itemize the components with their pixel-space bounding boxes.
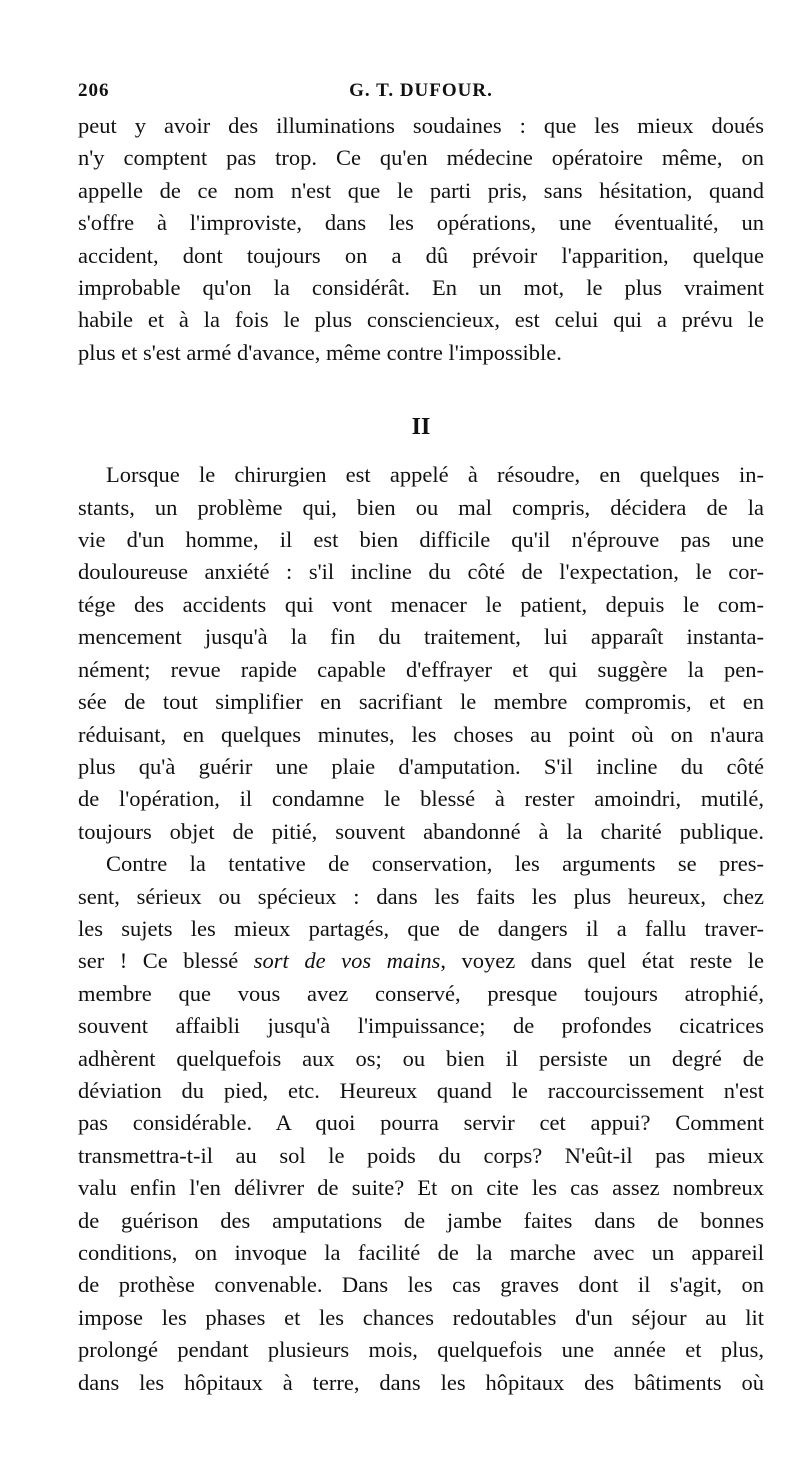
text-line: valu enfin l'en délivrer de suite? Et on cite les cas assez nombreux: [78, 1175, 764, 1201]
text-line: s'offre à l'improviste, dans les opérations, une éventualité, un: [78, 210, 764, 236]
text-line: nément; revue rapide capable d'effrayer et qui suggère la pen-: [78, 656, 764, 682]
text-segment: , voyez dans quel état reste le: [440, 948, 764, 974]
text-line: sent, sérieux ou spécieux : dans les faits les plus heureux, chez: [78, 883, 764, 909]
text-line: douloureuse anxiété : s'il incline du côté de l'expectation, le cor-: [78, 559, 764, 585]
text-line: déviation du pied, etc. Heureux quand le raccourcissement n'est: [78, 1077, 764, 1103]
text-line: vie d'un homme, il est bien difficile qu'il n'éprouve pas une: [78, 527, 764, 553]
text-line: dans les hôpitaux à terre, dans les hôpitaux des bâtiments où: [78, 1369, 764, 1395]
text-line: n'y comptent pas trop. Ce qu'en médecine opératoire même, on: [78, 145, 764, 171]
running-head: [78, 80, 764, 110]
body-text: [78, 110, 764, 1399]
italic-phrase: sort de vos mains: [253, 948, 441, 974]
paragraph-1: [78, 110, 764, 369]
text-line: tége des accidents qui vont menacer le patient, depuis le com-: [78, 591, 764, 617]
text-line: de l'opération, il condamne le blessé à rester amoindri, mutilé,: [78, 786, 764, 812]
text-line: habile et à la fois le plus consciencieux, est celui qui a prévu le: [78, 307, 764, 333]
text-line: improbable qu'on la considérât. En un mot, le plus vraiment: [78, 275, 764, 301]
text-line: conditions, on invoque la facilité de la marche avec un appareil: [78, 1240, 764, 1265]
book-page: [78, 80, 764, 1399]
text-line: transmettra-t-il au sol le poids du corps? N'eût-il pas mieux: [78, 1142, 764, 1168]
running-head-author: G. T. DUFOUR.: [349, 80, 493, 101]
text-line: mencement jusqu'à la fin du traitement, lui apparaît instanta-: [78, 624, 764, 650]
text-line: prolongé pendant plusieurs mois, quelquefois une année et plus,: [78, 1337, 764, 1363]
text-line: stants, un problème qui, bien ou mal compris, décidera de la: [78, 494, 764, 520]
text-line: impose les phases et les chances redoutables d'un séjour au lit: [78, 1304, 764, 1330]
text-line-with-italic: [78, 945, 764, 977]
paragraph-2: [78, 459, 764, 1399]
text-line: réduisant, en quelques minutes, les choses au point où on n'aura: [78, 721, 764, 747]
text-segment: ser ! Ce blessé: [78, 948, 254, 974]
text-line: de guérison des amputations de jambe faites dans de bonnes: [78, 1207, 764, 1233]
text-line: plus qu'à guérir une plaie d'amputation. S'il incline du côté: [78, 753, 764, 779]
text-line: les sujets les mieux partagés, que de dangers il a fallu traver-: [78, 915, 764, 941]
text-line: Contre la tentative de conservation, les arguments se pres-: [106, 851, 764, 877]
text-line: toujours objet de pitié, souvent abandonné à la charité publique.: [78, 818, 764, 844]
text-line: pas considérable. A quoi pourra servir cet appui? Comment: [78, 1110, 764, 1136]
text-line: plus et s'est armé d'avance, même contre l'impossible.: [78, 339, 562, 365]
text-line: souvent affaibli jusqu'à l'impuissance; de profondes cicatrices: [78, 1013, 764, 1039]
text-line: de prothèse convenable. Dans les cas graves dont il s'agit, on: [78, 1272, 764, 1298]
section-heading: II: [411, 414, 431, 441]
text-line: sée de tout simplifier en sacrifiant le membre compromis, et en: [78, 689, 764, 715]
text-line: adhèrent quelquefois aux os; ou bien il persiste un degré de: [78, 1045, 764, 1071]
text-line: peut y avoir des illuminations soudaines : que les mieux doués: [78, 113, 764, 138]
text-line: appelle de ce nom n'est que le parti pris, sans hésitation, quand: [78, 177, 764, 203]
page-number: 206: [78, 80, 110, 101]
text-line: Lorsque le chirurgien est appelé à résoudre, en quelques in-: [106, 462, 764, 488]
text-line: membre que vous avez conservé, presque toujours atrophié,: [78, 980, 764, 1006]
text-line: accident, dont toujours on a dû prévoir l'apparition, quelque: [78, 242, 764, 268]
